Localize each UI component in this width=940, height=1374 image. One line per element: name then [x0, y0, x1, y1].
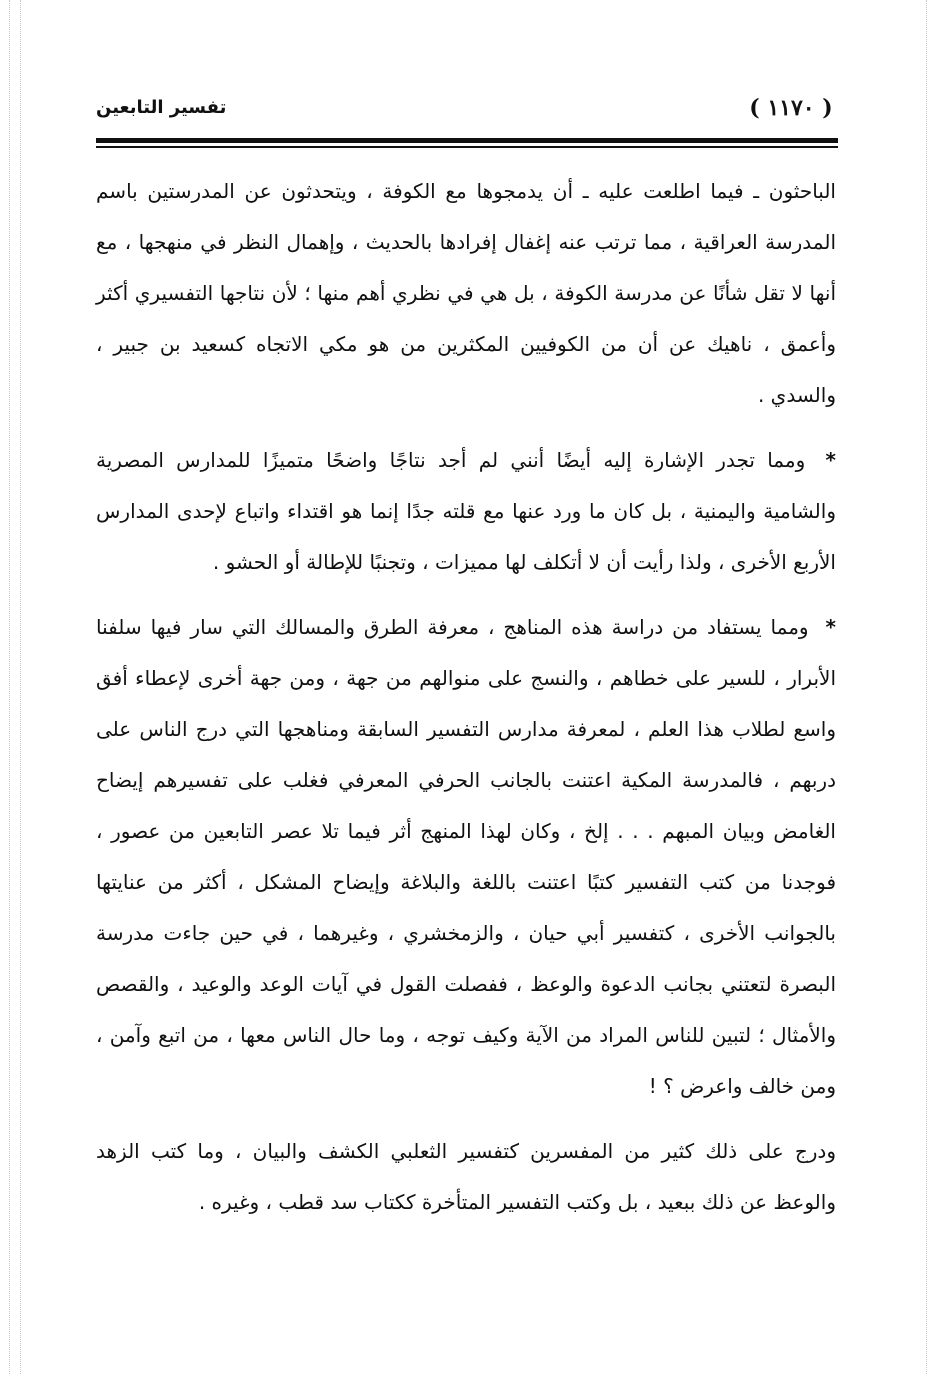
page-header — [96, 95, 836, 135]
paragraph-text: الباحثون ـ فيما اطلعت عليه ـ أن يدمجوها مع الكوفة ، ويتحدثون عن المدرستين باسم المدرسة العراقية ، مما ترتب عنه إغفال إفرادها بالحديث ، وإهمال النظر في منهجها ، مع أنها لا تقل شأنًا عن مدرسة الكوفة ، بل هي في نظري أهم منها ؛ لأن نتاجها التفسيري أكثر وأعمق ، ناهيك عن أن من الكوفيين المكثرين من هو مكي الاتجاه كسعيد بن جبير ، والسدي . — [96, 179, 836, 407]
running-title: تفسير التابعين — [96, 97, 227, 118]
paragraph-marker: * — [825, 448, 836, 472]
paragraph — [96, 166, 836, 421]
paragraph — [96, 435, 836, 588]
paragraph — [96, 602, 836, 1112]
header-rule-thin — [96, 146, 838, 148]
scan-margin-line — [20, 0, 21, 1374]
paragraph-marker: * — [825, 615, 837, 639]
body-text — [96, 166, 836, 1228]
header-rule-thick — [96, 138, 838, 143]
scan-margin-line — [9, 0, 10, 1374]
paragraph — [96, 1126, 836, 1228]
paragraph-text: ومما تجدر الإشارة إليه أيضًا أنني لم أجد نتاجًا واضحًا متميزًا للمدارس المصرية والشامية واليمنية ، بل كان ما ورد عنها مع قلته جدًا إنما هو اقتداء واتباع لإحدى المدارس الأربع الأخرى ، ولذا رأيت أن لا أتكلف لها مميزات ، وتجنبًا للإطالة أو الحشو . — [96, 448, 836, 574]
paragraph-text: ودرج على ذلك كثير من المفسرين كتفسير الثعلبي الكشف والبيان ، وما كتب الزهد والوعظ عن ذلك ببعيد ، بل وكتب التفسير المتأخرة ككتاب سد قطب ، وغيره . — [96, 1139, 836, 1214]
paragraph-text: ومما يستفاد من دراسة هذه المناهج ، معرفة الطرق والمسالك التي سار فيها سلفنا الأبرار ، للسير على خطاهم ، والنسج على منوالهم من جهة ، ومن جهة أخرى لإعطاء أفق واسع لطلاب هذا العلم ، لمعرفة مدارس التفسير السابقة ومناهجها التي درج الناس على دربهم ، فالمدرسة المكية اعتنت بالجانب الحرفي المعرفي فغلب على تفسيرهم إيضاح الغامض وبيان المبهم . . . إلخ ، وكان لهذا المنهج أثر فيما تلا عصر التابعين من عصور ، فوجدنا من كتب التفسير كتبًا اعتنت باللغة والبلاغة وإيضاح المشكل ، أكثر من عنايتها بالجوانب الأخرى ، كتفسير أبي حيان ، والزمخشري ، وغيرهما ، في حين جاءت مدرسة البصرة لتعتني بجانب الدعوة والوعظ ، ففصلت القول في آيات الوعد والوعيد ، والقصص والأمثال ؛ لتبين للناس المراد من الآية وكيف توجه ، وما حال الناس معها ، من اتبع وآمن ، ومن خالف واعرض ؟ ! — [96, 615, 836, 1098]
scan-margin-line — [926, 0, 927, 1374]
page-number: ( ١١٧٠ ) — [749, 95, 833, 121]
